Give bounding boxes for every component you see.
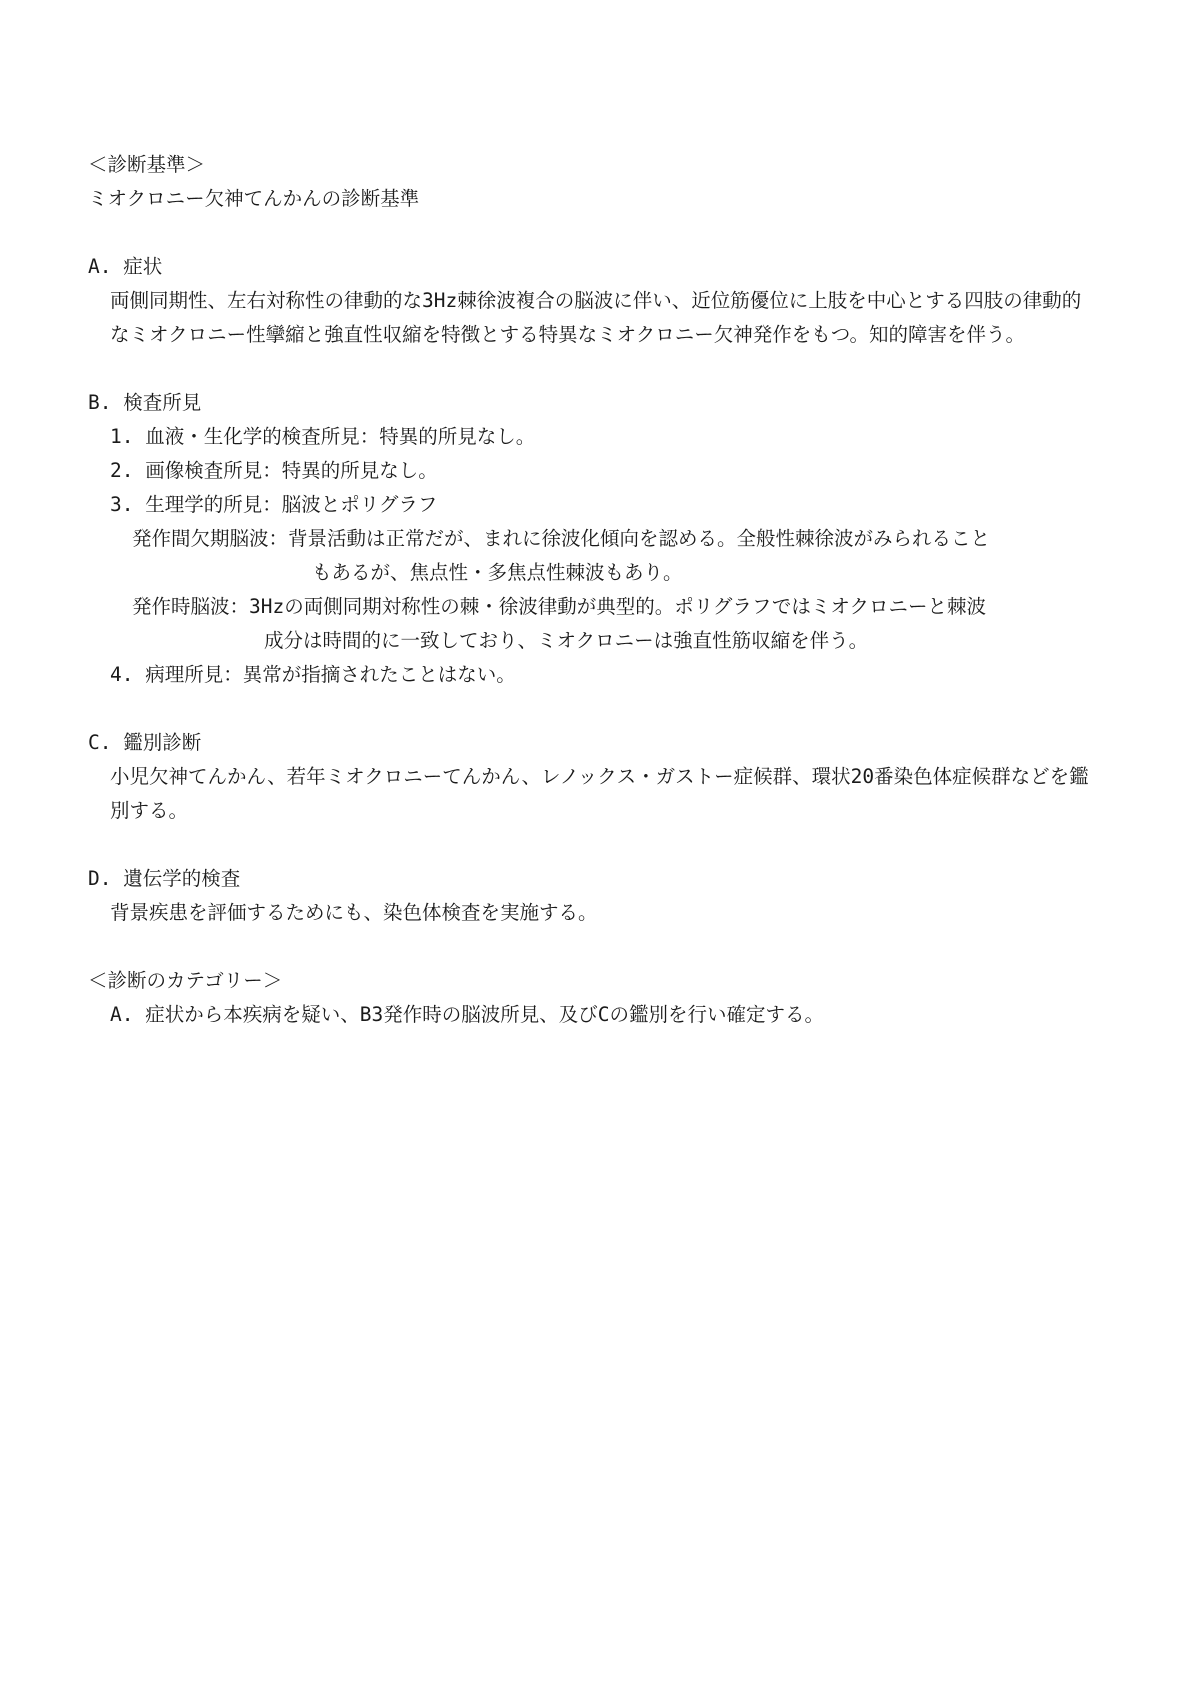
ictal-eeg-term: 発作時脳波： — [132, 595, 250, 618]
category-item-a: A. 症状から本疾病を疑い、B3発作時の脳波所見、及びCの鑑別を行い確定する。 — [110, 1003, 824, 1026]
ictal-eeg-text-2: 成分は時間的に一致しており、ミオクロニーは強直性筋収縮を伴う。 — [264, 629, 869, 652]
section-b-item-1: 1. 血液・生化学的検査所見：特異的所見なし。 — [110, 425, 536, 448]
section-b-heading: B. 検査所見 — [88, 391, 202, 414]
interictal-eeg-text-1: 背景活動は正常だが、まれに徐波化傾向を認める。全般性棘徐波がみられること — [288, 527, 991, 550]
section-b-item-4: 4. 病理所見：異常が指摘されたことはない。 — [110, 663, 516, 686]
section-c-body: 小児欠神てんかん、若年ミオクロニーてんかん、レノックス・ガストー症候群、環状20番染色体症候群などを鑑別する。 — [110, 765, 1089, 822]
interictal-eeg-term: 発作間欠期脳波： — [132, 527, 289, 550]
category-heading: ＜診断のカテゴリー＞ — [88, 969, 283, 992]
ictal-eeg-text-1: 3Hzの両側同期対称性の棘・徐波律動が典型的。ポリグラフではミオクロニーと棘波 — [249, 595, 987, 618]
section-b-item-3: 3. 生理学的所見：脳波とポリグラフ — [110, 493, 438, 516]
spacer — [88, 828, 1098, 862]
criteria-heading: ＜診断基準＞ — [88, 153, 206, 176]
spacer — [88, 352, 1098, 386]
section-c-heading: C. 鑑別診断 — [88, 731, 202, 754]
section-d-body: 背景疾患を評価するためにも、染色体検査を実施する。 — [110, 901, 598, 924]
section-d-heading: D. 遺伝学的検査 — [88, 867, 241, 890]
spacer — [88, 930, 1098, 964]
section-a-heading: A. 症状 — [88, 255, 163, 278]
section-a-body: 両側同期性、左右対称性の律動的な3Hz棘徐波複合の脳波に伴い、近位筋優位に上肢を中心とする四肢の律動的なミオクロニー性攣縮と強直性収縮を特徴とする特異なミオクロニー欠神発作をもつ。知的障害を伴う。 — [110, 289, 1082, 346]
document-body — [88, 148, 1098, 1032]
interictal-eeg-line-1 — [88, 522, 1098, 556]
section-b-item-2: 2. 画像検査所見：特異的所見なし。 — [110, 459, 438, 482]
spacer — [88, 692, 1098, 726]
spacer — [88, 216, 1098, 250]
interictal-eeg-text-2: もあるが、焦点性・多焦点性棘波もあり。 — [312, 561, 683, 584]
ictal-eeg-line-1 — [88, 590, 1098, 624]
document-title: ミオクロニー欠神てんかんの診断基準 — [88, 187, 420, 210]
